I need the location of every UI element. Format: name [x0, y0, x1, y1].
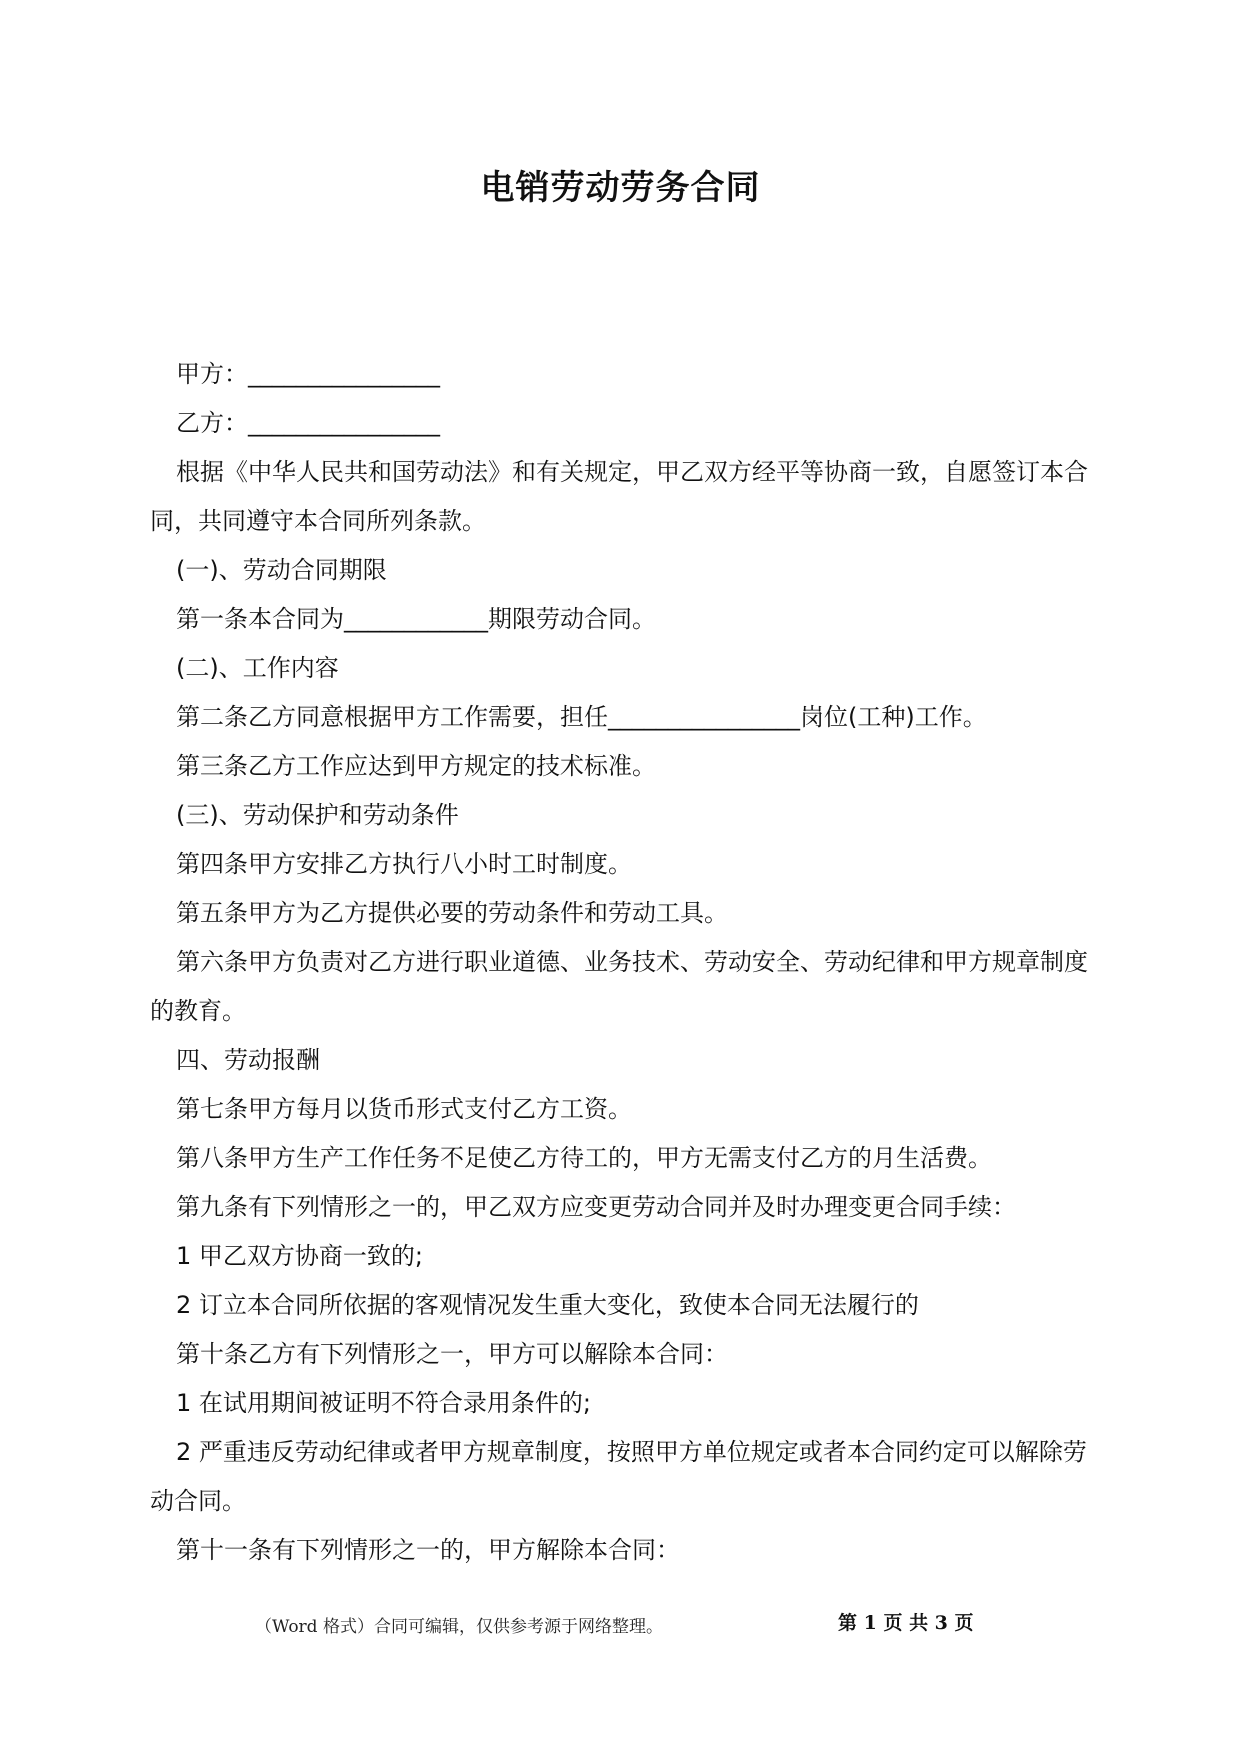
- document-title: 电销劳动劳务合同: [480, 168, 761, 208]
- party-b-line: 乙方：________________: [176, 409, 440, 437]
- article-4: 第四条甲方安排乙方执行八小时工时制度。: [176, 850, 632, 878]
- article-10-item-1: 1 在试用期间被证明不符合录用条件的;: [176, 1389, 591, 1417]
- article-9-item-2: 2 订立本合同所依据的客观情况发生重大变化，致使本合同无法履行的: [176, 1291, 919, 1319]
- page-number: 第 1 页 共 3 页: [838, 1612, 974, 1634]
- footer-note: （Word 格式）合同可编辑，仅供参考源于网络整理。: [255, 1617, 663, 1637]
- article-11: 第十一条有下列情形之一的，甲方解除本合同：: [176, 1536, 680, 1564]
- preamble-paragraph: 根据《中华人民共和国劳动法》和有关规定，甲乙双方经平等协商一致，自愿签订本合同，共同遵守本合同所列条款。: [150, 458, 1088, 535]
- article-6: 第六条甲方负责对乙方进行职业道德、业务技术、劳动安全、劳动纪律和甲方规章制度的教育。: [150, 948, 1088, 1025]
- party-a-line: 甲方：________________: [176, 360, 440, 388]
- article-9: 第九条有下列情形之一的，甲乙双方应变更劳动合同并及时办理变更合同手续：: [176, 1193, 1016, 1221]
- article-9-item-1: 1 甲乙双方协商一致的;: [176, 1242, 423, 1270]
- section-heading-2: (二)、工作内容: [176, 654, 339, 682]
- article-1: 第一条本合同为____________期限劳动合同。: [176, 605, 656, 633]
- document-body: [150, 350, 1090, 1575]
- article-10-item-2: 2 严重违反劳动纪律或者甲方规章制度，按照甲方单位规定或者本合同约定可以解除劳动合同。: [150, 1438, 1087, 1515]
- section-heading-4: 四、劳动报酬: [176, 1046, 320, 1074]
- section-heading-1: (一)、劳动合同期限: [176, 556, 387, 584]
- article-5: 第五条甲方为乙方提供必要的劳动条件和劳动工具。: [176, 899, 728, 927]
- article-7: 第七条甲方每月以货币形式支付乙方工资。: [176, 1095, 632, 1123]
- article-2: 第二条乙方同意根据甲方工作需要，担任________________岗位(工种)工作。: [176, 703, 987, 731]
- article-3: 第三条乙方工作应达到甲方规定的技术标准。: [176, 752, 656, 780]
- article-10: 第十条乙方有下列情形之一，甲方可以解除本合同：: [176, 1340, 728, 1368]
- article-8: 第八条甲方生产工作任务不足使乙方待工的，甲方无需支付乙方的月生活费。: [176, 1144, 992, 1172]
- section-heading-3: (三)、劳动保护和劳动条件: [176, 801, 459, 829]
